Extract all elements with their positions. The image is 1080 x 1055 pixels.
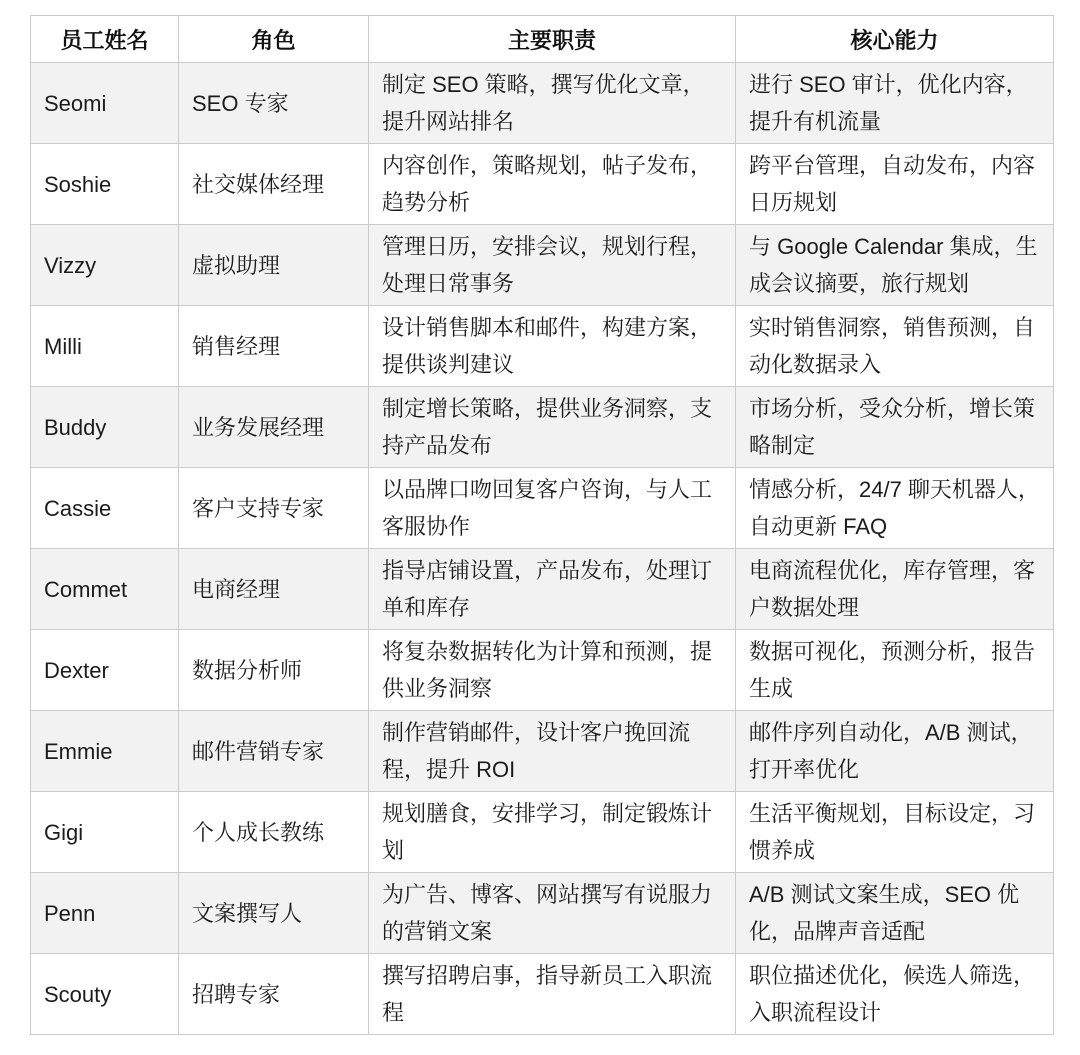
cell-duties: 将复杂数据转化为计算和预测，提供业务洞察 — [369, 630, 736, 711]
table-row — [31, 954, 1054, 1035]
cell-role: 社交媒体经理 — [179, 144, 369, 225]
col-header-role: 角色 — [179, 16, 369, 63]
table-row — [31, 630, 1054, 711]
table-row — [31, 468, 1054, 549]
cell-role: 招聘专家 — [179, 954, 369, 1035]
cell-role: 电商经理 — [179, 549, 369, 630]
cell-role: 业务发展经理 — [179, 387, 369, 468]
cell-employee-name: Commet — [31, 549, 179, 630]
cell-duties: 制定 SEO 策略，撰写优化文章，提升网站排名 — [369, 63, 736, 144]
cell-employee-name: Gigi — [31, 792, 179, 873]
cell-skills: 电商流程优化，库存管理，客户数据处理 — [736, 549, 1054, 630]
cell-skills: 实时销售洞察，销售预测，自动化数据录入 — [736, 306, 1054, 387]
cell-skills: 情感分析，24/7 聊天机器人，自动更新 FAQ — [736, 468, 1054, 549]
col-header-skills: 核心能力 — [736, 16, 1054, 63]
cell-duties: 指导店铺设置，产品发布，处理订单和库存 — [369, 549, 736, 630]
table-row — [31, 792, 1054, 873]
table-row — [31, 144, 1054, 225]
cell-role: 文案撰写人 — [179, 873, 369, 954]
table-row — [31, 63, 1054, 144]
table-row — [31, 387, 1054, 468]
cell-employee-name: Cassie — [31, 468, 179, 549]
cell-employee-name: Emmie — [31, 711, 179, 792]
cell-role: 销售经理 — [179, 306, 369, 387]
cell-employee-name: Dexter — [31, 630, 179, 711]
cell-role: 数据分析师 — [179, 630, 369, 711]
table-row — [31, 873, 1054, 954]
col-header-duties: 主要职责 — [369, 16, 736, 63]
cell-duties: 设计销售脚本和邮件，构建方案，提供谈判建议 — [369, 306, 736, 387]
cell-duties: 制定增长策略，提供业务洞察，支持产品发布 — [369, 387, 736, 468]
cell-employee-name: Buddy — [31, 387, 179, 468]
cell-skills: 数据可视化，预测分析，报告生成 — [736, 630, 1054, 711]
cell-duties: 以品牌口吻回复客户咨询，与人工客服协作 — [369, 468, 736, 549]
cell-duties: 管理日历，安排会议，规划行程，处理日常事务 — [369, 225, 736, 306]
cell-duties: 内容创作，策略规划，帖子发布，趋势分析 — [369, 144, 736, 225]
cell-duties: 为广告、博客、网站撰写有说服力的营销文案 — [369, 873, 736, 954]
cell-employee-name: Seomi — [31, 63, 179, 144]
cell-role: SEO 专家 — [179, 63, 369, 144]
cell-role: 虚拟助理 — [179, 225, 369, 306]
table-header-row — [31, 16, 1054, 63]
cell-role: 个人成长教练 — [179, 792, 369, 873]
cell-role: 客户支持专家 — [179, 468, 369, 549]
cell-employee-name: Scouty — [31, 954, 179, 1035]
cell-duties: 制作营销邮件，设计客户挽回流程，提升 ROI — [369, 711, 736, 792]
cell-employee-name: Vizzy — [31, 225, 179, 306]
cell-duties: 撰写招聘启事，指导新员工入职流程 — [369, 954, 736, 1035]
cell-skills: 与 Google Calendar 集成，生成会议摘要，旅行规划 — [736, 225, 1054, 306]
cell-skills: 跨平台管理，自动发布，内容日历规划 — [736, 144, 1054, 225]
cell-employee-name: Soshie — [31, 144, 179, 225]
staff-table — [30, 15, 1054, 1035]
cell-duties: 规划膳食，安排学习，制定锻炼计划 — [369, 792, 736, 873]
staff-table-container — [30, 15, 1054, 1035]
cell-skills: 市场分析，受众分析，增长策略制定 — [736, 387, 1054, 468]
table-row — [31, 711, 1054, 792]
cell-skills: 邮件序列自动化，A/B 测试，打开率优化 — [736, 711, 1054, 792]
table-row — [31, 225, 1054, 306]
cell-role: 邮件营销专家 — [179, 711, 369, 792]
cell-skills: 职位描述优化，候选人筛选，入职流程设计 — [736, 954, 1054, 1035]
cell-skills: 进行 SEO 审计，优化内容，提升有机流量 — [736, 63, 1054, 144]
col-header-employee-name: 员工姓名 — [31, 16, 179, 63]
cell-employee-name: Penn — [31, 873, 179, 954]
cell-skills: A/B 测试文案生成，SEO 优化，品牌声音适配 — [736, 873, 1054, 954]
table-row — [31, 306, 1054, 387]
cell-skills: 生活平衡规划，目标设定，习惯养成 — [736, 792, 1054, 873]
table-row — [31, 549, 1054, 630]
cell-employee-name: Milli — [31, 306, 179, 387]
